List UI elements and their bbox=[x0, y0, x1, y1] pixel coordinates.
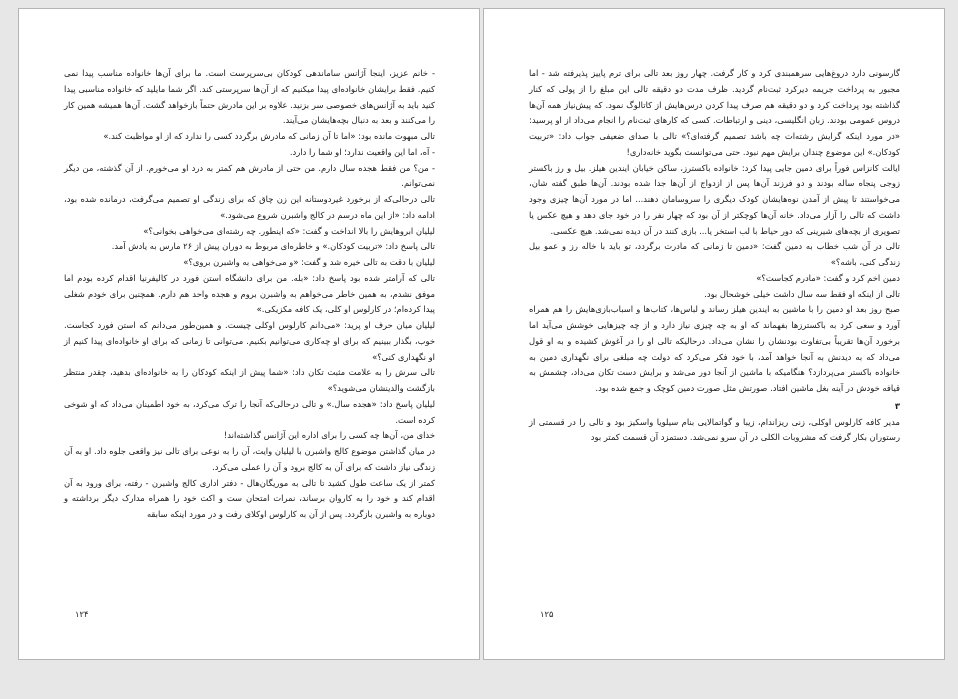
paragraph: تالی از اینکه او فقط سه سال داشت خیلی خوشحال بود. bbox=[704, 288, 900, 299]
paragraph: تالی که آرامتر شده بود پاسخ داد: «بله. من برای دانشگاه استن فورد در کالیفرنیا اقدام کرده بودم اما موفق نشدم، به همین خاطر می‌خواهم به واشبرن بروم و هجده واحد هم دارم. همچنین برای خودم شغلی پیدا کرده‌ام؛ در کارلوس او کلی، یک کافه مکزیکی.» bbox=[64, 272, 435, 315]
paragraph: لیلیان میان حرف او پرید: «می‌دانم کارلوس اوکلی چیست. و همین‌طور می‌دانم که استن فورد کجاست. خوب، بگذار ببینیم که برای او چه‌کاری می‌توانیم بکنیم. می‌توانی تا زمانی که برای او خانواده‌ای پیدا کنیم از او نگهداری کنی؟» bbox=[64, 320, 435, 362]
paragraph: لیلیان ابروهایش را بالا انداخت و گفت: «که اینطور. چه رشته‌ای می‌خواهی بخوانی؟» bbox=[143, 225, 435, 236]
paragraph: تالی پاسخ داد: «تربیت کودکان.» و خاطره‌ای مربوط به دوران پیش از ۲۶ مارس به یادش آمد. bbox=[111, 241, 435, 252]
paragraph: گارسونی دارد دروغ‌هایی سرهمبندی کرد و کار گرفت. چهار روز بعد تالی برای ترم پاییز پذیرفته شد - اما مجبور به پرداخت جریمه دیرکرد ثبت‌نام گردید. ظرف مدت دو دقیقه تالی این مبلغ را از پولی که کنار گذاشته بود پرداخت کرد و دو دقیقه هم صرف پیدا کردن درس‌هایش از کاتالوگ نمود. که پیش‌نیاز همه آن‌ها دروس عمومی بودند. زبان انگلیسی، دینی و ارتباطات. کسی که کارهای ثبت‌نام را انجام می‌داد از او پرسید: «در مورد اینکه گرایش رشته‌ات چه باشد تصمیم گرفته‌ای؟» تالی با صدای ضعیفی جواب داد: «تربیت کودکان.» این موضوع چندان برایش مهم نبود. حتی می‌توانست بگوید خانه‌داری! bbox=[529, 68, 900, 157]
page-text-left bbox=[64, 66, 435, 523]
book-page-left bbox=[18, 8, 480, 660]
paragraph: دمین اخم کرد و گفت: «مادرم کجاست؟» bbox=[756, 272, 900, 283]
book-page-right bbox=[483, 8, 945, 660]
paragraph: تالی مبهوت مانده بود: «اما تا آن زمانی که مادرش برگردد کسی را ندارد که از او مواظبت کند.» bbox=[103, 131, 435, 141]
paragraph: - آه، اما این واقعیت ندارد؛ او شما را دارد. bbox=[289, 146, 435, 157]
section-heading: ۳ bbox=[894, 400, 900, 411]
paragraph: مدیر کافه کارلوس اوکلی، زنی ریزاندام، زیبا و گواتمالایی بنام سیلویا واسکیز بود و تالی را در قسمتی از رستوران بکار گرفت که مشروبات الکلی در آن سرو نمی‌شد. دستمزد آن قسمت کمتر بود bbox=[529, 416, 900, 443]
page-number-right: ۱۲۵ bbox=[540, 609, 554, 619]
paragraph: تالی درحالی‌که از برخورد غیردوستانه این زن چاق که برای زندگی او تصمیم می‌گرفت، درمانده شده بود، ادامه داد: «از این ماه درسم در کالج واشبرن شروع می‌شود.» bbox=[64, 194, 435, 220]
paragraph: تالی در آن شب خطاب به دمین گفت: «دمین تا زمانی که مادرت برگردد، تو باید با خاله رز و عمو بیل زندگی کنی، باشه؟» bbox=[529, 241, 900, 267]
paragraph: ایالت کانزاس فوراً برای دمین جایی پیدا کرد: خانواده باکسترز، ساکن خیابان ایندین هیلز. بیل و رز باکستر زوجی پنجاه ساله بودند و دو فرزند آن‌ها پس از ازدواج از آن‌ها جدا شده بودند. آن‌ها طبق گفته شان، می‌خواستند تا پیش از آمدن نوه‌هایشان کودک دیگری را سروسامان دهند... اما در مورد آن‌ها چیزی وجود داشت که تالی را آزار می‌داد. خانه آن‌ها کوچکتر از آن بود که چهار نفر را در خود جای دهد و هیچ عکس یا تصویری از بچه‌های شیرینی که دور حیاط با لب استخر یا... بازی کنند در آن دیده نمی‌شد. هیچ عکسی. bbox=[529, 162, 900, 236]
page-text-right bbox=[529, 66, 900, 446]
paragraph: تالی سرش را به علامت مثبت تکان داد: «شما پیش از اینکه کودکان را به خانواده‌ای بدهید، چقدر منتظر بازگشت والدینشان می‌شوید؟» bbox=[64, 367, 435, 393]
page-number-left: ۱۲۴ bbox=[75, 609, 89, 619]
paragraph: خدای من، آن‌ها چه کسی را برای اداره این آژانس گذاشته‌اند! bbox=[223, 430, 435, 441]
paragraph: کمتر از یک ساعت طول کشید تا تالی به موریگان‌هال - دفتر اداری کالج واشبرن - رفته، برای ورود به آن اقدام کند و خود را به کاروان برساند، نمرات امتحان ست و اکت خود را همراه مدارک دیگر برداشته و دوباره به واشبرن بازگردد. پس از آن به کارلوس اوکلای رفت و در مورد اینکه سابقه bbox=[64, 477, 435, 519]
paragraph: صبح روز بعد او دمین را با ماشین به ایندین هیلز رساند و لباس‌ها، کتاب‌ها و اسباب‌بازی‌هایش را هم همراه آورد و سعی کرد به باکسترز‌ها بفهماند که او به چه چیزی نیاز دارد و از چه چیزهایی خوشش می‌آید اما برخورد آن‌ها تقریباً بی‌تفاوت بودنشان را نشان می‌داد. درحالیکه تالی او را در آغوش کشیده و به او قول می‌داد که به دیدنش به آنجا خواهد آمد، با خود فکر می‌کرد که دولت چه مبلغی برای نگهداری دمین به خانواده باکستر می‌پردازد؟ هنگامیکه با ماشین از آنجا دور می‌شد و برایش دست تکان می‌داد، چشمش به قیافه خودش در آینه بغل ماشین افتاد. صورتش مثل صورت دمین کوچک و جمع شده بود. bbox=[529, 304, 900, 393]
paragraph: در میان گذاشتن موضوع کالج واشبرن با لیلیان وایت، آن را به نوعی برای تالی نیز واقعی جلوه داد. او به آن زندگی نیاز داشت که برای آن به کالج برود و آن را عملی می‌کرد. bbox=[64, 446, 435, 472]
paragraph: لیلیان پاسخ داد: «هجده سال.» و تالی درحالی‌که آنجا را ترک می‌کرد، به خود اطمینان می‌داد که او شوخی کرده است. bbox=[64, 398, 435, 425]
paragraph: - خانم عزیز، اینجا آژانس ساماندهی کودکان بی‌سرپرست است. ما برای آن‌ها خانواده مناسب پیدا نمی کنیم. فقط برایشان خانواده‌ای پیدا میکنیم که از آن‌ها سرپرستی کند. اگر شما مایلید که خانواده مناسبی پیدا کنید باید به آژانس‌های خصوصی سر بزنید. علاوه بر این مادرش حتماً بازخواهد گشت. آن‌ها همیشه همین کار را می‌کنند و بعد به دنبال بچه‌هایشان می‌آیند. bbox=[64, 68, 435, 126]
paragraph: - من؟ من فقط هجده سال دارم. من حتی از مادرش هم کمتر به درد او می‌خورم. از آن گذشته، من دیگر نمی‌توانم. bbox=[64, 162, 435, 189]
paragraph: لیلیان با دقت به تالی خیره شد و گفت: «و می‌خواهی به واشبرن بروی؟» bbox=[183, 257, 435, 267]
